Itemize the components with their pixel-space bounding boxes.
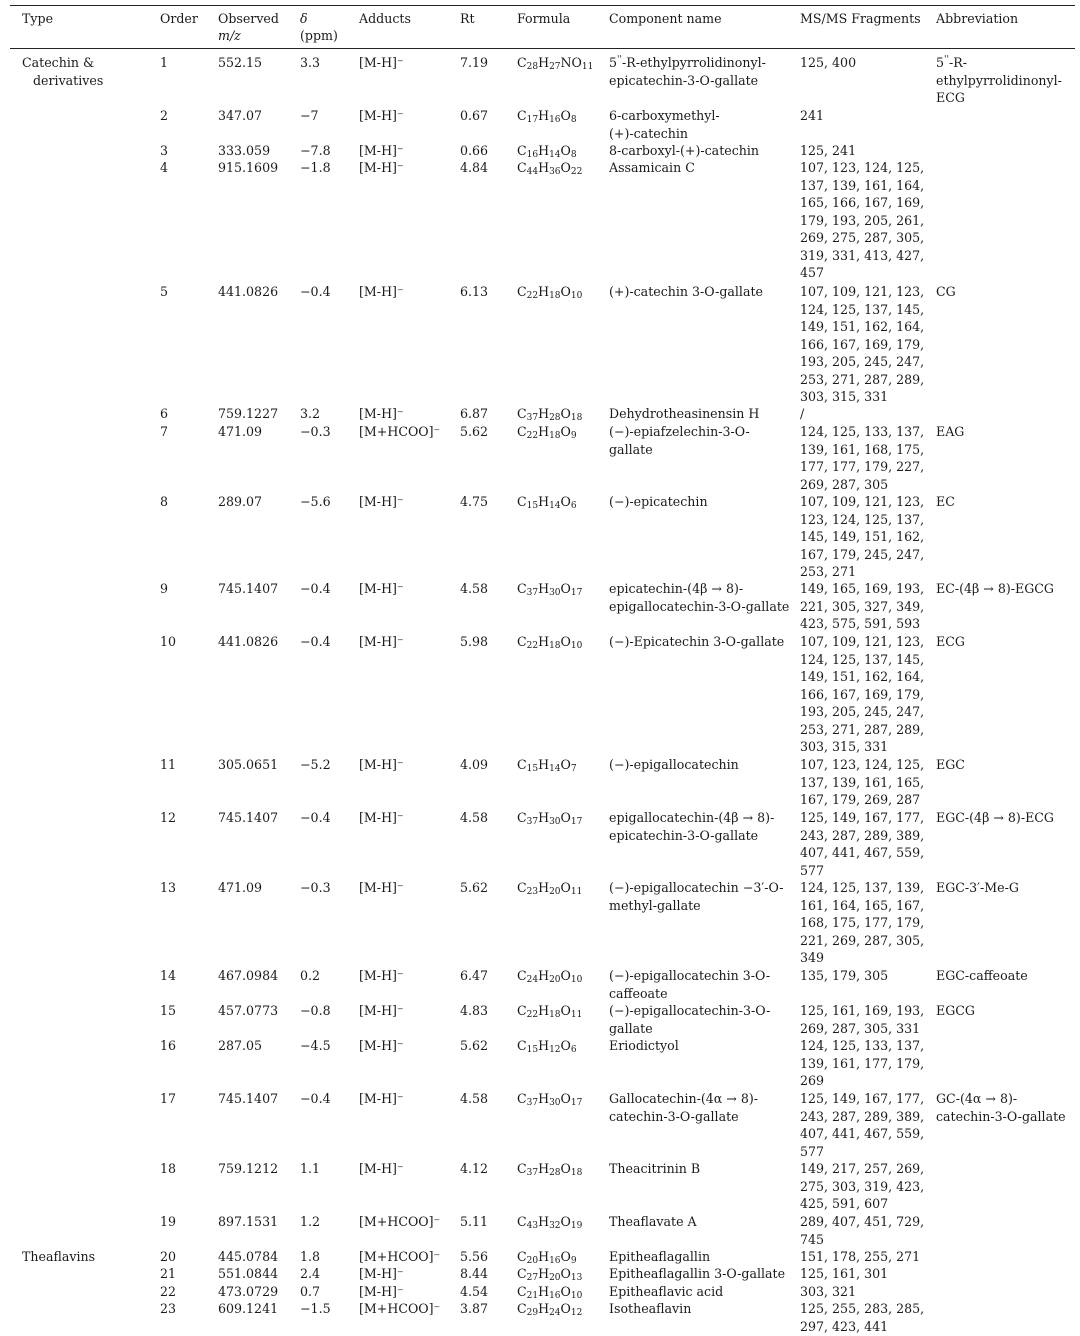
component-name-cell: Isotheaflavin [609, 1301, 692, 1316]
observed-mz-cell: 551.0844 [218, 1266, 279, 1281]
rt-cell: 4.75 [460, 494, 489, 509]
component-name-cell: epicatechin-(4β → 8)- [609, 581, 744, 596]
rt-cell: 4.58 [460, 1091, 489, 1106]
rt-cell: 6.87 [460, 406, 489, 421]
abbreviation-cell: ECG [936, 634, 965, 649]
formula-cell: $C_{28}H_{27}NO_{11}$ [517, 55, 594, 72]
formula-cell: $C_{37}H_{30}O_{17}$ [517, 810, 583, 827]
component-name-cell: Epitheaflagallin 3-O-gallate [609, 1266, 786, 1281]
ppm-cell: −0.4 [300, 1091, 331, 1106]
fragments-cell: 137, 139, 161, 164, [800, 177, 925, 193]
fragments-cell: 269, 275, 287, 305, [800, 230, 925, 245]
adduct-cell: [M-H]⁻ [359, 1003, 404, 1018]
fragments-cell: 137, 139, 161, 165, [800, 774, 925, 790]
ppm-cell: 3.2 [300, 406, 321, 421]
fragments-cell: 221, 269, 287, 305, [800, 932, 925, 948]
order-cell: 19 [160, 1214, 177, 1229]
abbreviation-cell: catechin-3-O-gallate [936, 1108, 1066, 1124]
component-name-cell: 5''-R-ethylpyrrolidinonyl- [609, 55, 766, 70]
rt-cell: 5.56 [460, 1249, 489, 1264]
table-header-rule [10, 48, 1075, 49]
rt-cell: 3.87 [460, 1301, 489, 1316]
fragments-cell: 303, 321 [800, 1284, 857, 1299]
formula-cell: $C_{37}H_{28}O_{18}$ [517, 1161, 583, 1178]
group-label: Theaflavins [22, 1249, 96, 1264]
fragments-cell: 297, 423, 441 [800, 1318, 889, 1334]
ppm-cell: −0.4 [300, 581, 331, 596]
adduct-cell: [M-H]⁻ [359, 1161, 404, 1176]
group-label: derivatives [33, 72, 104, 88]
fragments-cell: 241 [800, 108, 825, 123]
abbreviation-cell: EC-(4β → 8)-EGCG [936, 581, 1054, 596]
order-cell: 13 [160, 880, 177, 895]
observed-mz-cell: 457.0773 [218, 1003, 279, 1018]
fragments-cell: 243, 287, 289, 389, [800, 827, 925, 843]
ppm-cell: −1.5 [300, 1301, 331, 1316]
component-name-cell: epicatechin-3-O-gallate [609, 827, 759, 843]
fragments-cell: 425, 591, 607 [800, 1196, 889, 1211]
fragments-cell: 139, 161, 168, 175, [800, 441, 925, 457]
fragments-cell: 269 [800, 1073, 825, 1088]
header-formula: Formula [517, 11, 571, 26]
abbreviation-cell: EGC [936, 757, 965, 772]
header-rt: Rt [460, 11, 475, 26]
observed-mz-cell: 305.0651 [218, 757, 279, 772]
fragments-cell: 166, 167, 169, 179, [800, 686, 925, 702]
fragments-cell: 269, 287, 305, 331 [800, 1020, 921, 1036]
fragments-cell: 303, 315, 331 [800, 739, 889, 754]
order-cell: 1 [160, 55, 169, 70]
header-component: Component name [609, 11, 722, 26]
rt-cell: 4.54 [460, 1284, 489, 1299]
order-cell: 20 [160, 1249, 177, 1264]
rt-cell: 4.58 [460, 810, 489, 825]
ppm-cell: −0.8 [300, 1003, 331, 1018]
order-cell: 2 [160, 108, 169, 123]
formula-cell: $C_{37}H_{28}O_{18}$ [517, 406, 583, 423]
formula-cell: $C_{24}H_{20}O_{10}$ [517, 968, 583, 985]
observed-mz-cell: 473.0729 [218, 1284, 279, 1299]
order-cell: 4 [160, 160, 169, 175]
formula-cell: $C_{15}H_{14}O_6$ [517, 494, 577, 511]
fragments-cell: 139, 161, 177, 179, [800, 1055, 925, 1071]
observed-mz-cell: 445.0784 [218, 1249, 279, 1264]
ppm-cell: −0.3 [300, 424, 331, 439]
fragments-cell: 125, 255, 283, 285, [800, 1301, 925, 1316]
order-cell: 3 [160, 143, 169, 158]
adduct-cell: [M-H]⁻ [359, 968, 404, 983]
formula-cell: $C_{22}H_{18}O_9$ [517, 424, 577, 441]
component-name-cell: Assamicain C [609, 160, 695, 175]
ppm-cell: 0.2 [300, 968, 321, 983]
fragments-cell: 149, 151, 162, 164, [800, 319, 925, 334]
formula-cell: $C_{22}H_{18}O_{10}$ [517, 634, 583, 651]
ppm-cell: −0.4 [300, 284, 331, 299]
fragments-cell: 167, 179, 245, 247, [800, 546, 925, 562]
rt-cell: 4.58 [460, 581, 489, 596]
order-cell: 11 [160, 757, 177, 772]
ppm-cell: 0.7 [300, 1284, 321, 1299]
component-name-cell: Eriodictyol [609, 1038, 679, 1053]
observed-mz-cell: 287.05 [218, 1038, 263, 1053]
component-name-cell: 8-carboxyl-(+)-catechin [609, 143, 760, 158]
header-fragments: MS/MS Fragments [800, 11, 921, 26]
header-adducts: Adducts [359, 11, 411, 26]
adduct-cell: [M-H]⁻ [359, 160, 404, 175]
adduct-cell: [M-H]⁻ [359, 143, 404, 158]
abbreviation-cell: ethylpyrrolidinonyl- [936, 72, 1062, 88]
component-name-cell: Epitheaflagallin [609, 1249, 711, 1264]
abbreviation-cell: 5''-R- [936, 55, 967, 70]
adduct-cell: [M+HCOO]⁻ [359, 1214, 441, 1229]
component-name-cell: 6-carboxymethyl- [609, 108, 720, 123]
order-cell: 16 [160, 1038, 177, 1053]
observed-mz-cell: 759.1227 [218, 406, 279, 421]
ppm-cell: −1.8 [300, 160, 331, 175]
fragments-cell: 407, 441, 467, 559, [800, 1126, 925, 1141]
fragments-cell: 745 [800, 1231, 825, 1247]
header-order: Order [160, 11, 198, 26]
abbreviation-cell: ECG [936, 90, 965, 105]
adduct-cell: [M+HCOO]⁻ [359, 1301, 441, 1316]
fragments-cell: 221, 305, 327, 349, [800, 598, 925, 614]
observed-mz-cell: 759.1212 [218, 1161, 279, 1176]
fragments-cell: 107, 109, 121, 123, [800, 284, 925, 299]
ppm-cell: −4.5 [300, 1038, 331, 1053]
adduct-cell: [M+HCOO]⁻ [359, 1249, 441, 1264]
fragments-cell: 289, 407, 451, 729, [800, 1214, 925, 1229]
fragments-cell: 124, 125, 133, 137, [800, 424, 925, 439]
order-cell: 5 [160, 284, 169, 299]
adduct-cell: [M-H]⁻ [359, 757, 404, 772]
formula-cell: $C_{43}H_{32}O_{19}$ [517, 1214, 583, 1231]
rt-cell: 8.44 [460, 1266, 489, 1281]
fragments-cell: 107, 123, 124, 125, [800, 160, 925, 175]
fragments-cell: 123, 124, 125, 137, [800, 511, 925, 527]
fragments-cell: / [800, 406, 805, 421]
adduct-cell: [M-H]⁻ [359, 108, 404, 123]
fragments-cell: 149, 217, 257, 269, [800, 1161, 925, 1176]
ppm-cell: −5.6 [300, 494, 331, 509]
fragments-cell: 125, 161, 301 [800, 1266, 889, 1281]
fragments-cell: 107, 109, 121, 123, [800, 634, 925, 649]
fragments-cell: 135, 179, 305 [800, 968, 889, 983]
ppm-cell: −7 [300, 108, 319, 123]
rt-cell: 4.83 [460, 1003, 489, 1018]
rt-cell: 4.09 [460, 757, 489, 772]
fragments-cell: 269, 287, 305 [800, 476, 889, 492]
component-name-cell: (−)-epicatechin [609, 494, 708, 509]
adduct-cell: [M-H]⁻ [359, 634, 404, 649]
rt-cell: 5.11 [460, 1214, 489, 1229]
header-delta [300, 10, 308, 27]
fragments-cell: 145, 149, 151, 162, [800, 529, 925, 544]
adduct-cell: [M-H]⁻ [359, 1038, 404, 1053]
observed-mz-cell: 915.1609 [218, 160, 279, 175]
ppm-cell: 1.2 [300, 1214, 321, 1229]
observed-mz-cell: 745.1407 [218, 581, 279, 596]
header-type: Type [22, 11, 54, 26]
fragments-cell: 107, 123, 124, 125, [800, 757, 925, 772]
abbreviation-cell: EGC-(4β → 8)-ECG [936, 810, 1054, 825]
ppm-cell: −5.2 [300, 757, 331, 772]
ppm-cell: 1.1 [300, 1161, 321, 1176]
order-cell: 15 [160, 1003, 177, 1018]
fragments-cell: 125, 241 [800, 143, 857, 158]
fragments-cell: 125, 161, 169, 193, [800, 1003, 925, 1018]
observed-mz-cell: 745.1407 [218, 1091, 279, 1106]
component-name-cell: epicatechin-3-O-gallate [609, 72, 759, 88]
component-name-cell: Gallocatechin-(4α → 8)- [609, 1091, 759, 1106]
adduct-cell: [M-H]⁻ [359, 581, 404, 596]
observed-mz-cell: 609.1241 [218, 1301, 279, 1316]
ppm-cell: 1.8 [300, 1249, 321, 1264]
header-mz: m/z [218, 28, 241, 43]
fragments-cell: 303, 315, 331 [800, 389, 889, 404]
observed-mz-cell: 347.07 [218, 108, 263, 123]
observed-mz-cell: 552.15 [218, 55, 263, 70]
ppm-cell: −7.8 [300, 143, 331, 158]
component-name-cell: (−)-epigallocatechin −3′-O- [609, 880, 784, 895]
component-name-cell: gallate [609, 441, 653, 457]
fragments-cell: 243, 287, 289, 389, [800, 1108, 925, 1124]
observed-mz-cell: 441.0826 [218, 284, 279, 299]
header-ppm: (ppm) [300, 28, 338, 43]
adduct-cell: [M-H]⁻ [359, 1266, 404, 1281]
adduct-cell: [M-H]⁻ [359, 1284, 404, 1299]
rt-cell: 5.62 [460, 424, 489, 439]
component-name-cell: methyl-gallate [609, 897, 701, 913]
fragments-cell: 124, 125, 137, 139, [800, 880, 925, 895]
rt-cell: 0.66 [460, 143, 489, 158]
abbreviation-cell: EGCG [936, 1003, 975, 1018]
order-cell: 18 [160, 1161, 177, 1176]
abbreviation-cell: CG [936, 284, 956, 299]
abbreviation-cell: EC [936, 494, 955, 509]
ppm-cell: −0.4 [300, 634, 331, 649]
fragments-cell: 124, 125, 137, 145, [800, 301, 925, 317]
component-name-cell: (+)-catechin [609, 125, 689, 141]
rt-cell: 6.13 [460, 284, 489, 299]
fragments-cell: 407, 441, 467, 559, [800, 845, 925, 860]
formula-cell: $C_{37}H_{30}O_{17}$ [517, 581, 583, 598]
formula-cell: $C_{22}H_{18}O_{10}$ [517, 284, 583, 301]
component-name-cell: (−)-epigallocatechin 3-O- [609, 968, 771, 983]
component-name-cell: epigallocatechin-3-O-gallate [609, 598, 790, 614]
abbreviation-cell: EGC-3′-Me-G [936, 880, 1019, 895]
component-name-cell: (−)-epigallocatechin-3-O- [609, 1003, 771, 1018]
formula-cell: $C_{23}H_{20}O_{11}$ [517, 880, 583, 897]
component-name-cell: (−)-Epicatechin 3-O-gallate [609, 634, 785, 649]
fragments-cell: 124, 125, 137, 145, [800, 651, 925, 667]
rt-cell: 0.67 [460, 108, 489, 123]
order-cell: 12 [160, 810, 177, 825]
component-name-cell: (−)-epigallocatechin [609, 757, 739, 772]
adduct-cell: [M-H]⁻ [359, 55, 404, 70]
fragments-cell: 457 [800, 265, 825, 280]
fragments-cell: 161, 164, 165, 167, [800, 897, 925, 913]
formula-cell: $C_{16}H_{14}O_8$ [517, 143, 577, 160]
fragments-cell: 167, 179, 269, 287 [800, 792, 921, 807]
fragments-cell: 193, 205, 245, 247, [800, 704, 925, 719]
adduct-cell: [M-H]⁻ [359, 494, 404, 509]
fragments-cell: 149, 151, 162, 164, [800, 669, 925, 684]
formula-cell: $C_{29}H_{24}O_{12}$ [517, 1301, 583, 1318]
fragments-cell: 349 [800, 950, 825, 965]
adduct-cell: [M-H]⁻ [359, 1091, 404, 1106]
fragments-cell: 165, 166, 167, 169, [800, 195, 925, 210]
fragments-cell: 166, 167, 169, 179, [800, 336, 925, 352]
component-name-cell: caffeoate [609, 985, 668, 1001]
fragments-cell: 423, 575, 591, 593 [800, 616, 921, 631]
fragments-cell: 253, 271, 287, 289, [800, 721, 925, 737]
fragments-cell: 151, 178, 255, 271 [800, 1249, 921, 1264]
formula-cell: $C_{15}H_{12}O_6$ [517, 1038, 577, 1055]
order-cell: 23 [160, 1301, 177, 1316]
order-cell: 8 [160, 494, 169, 509]
fragments-cell: 253, 271 [800, 564, 857, 579]
observed-mz-cell: 333.059 [218, 143, 271, 158]
rt-cell: 7.19 [460, 55, 489, 70]
formula-cell: $C_{37}H_{30}O_{17}$ [517, 1091, 583, 1108]
order-cell: 7 [160, 424, 169, 439]
ppm-cell: 2.4 [300, 1266, 321, 1281]
formula-cell: $C_{20}H_{16}O_9$ [517, 1249, 577, 1266]
observed-mz-cell: 467.0984 [218, 968, 279, 983]
component-name-cell: epigallocatechin-(4β → 8)- [609, 810, 775, 825]
fragments-cell: 177, 177, 179, 227, [800, 459, 925, 474]
header-abbreviation: Abbreviation [936, 11, 1019, 26]
order-cell: 10 [160, 634, 177, 649]
fragments-cell: 125, 149, 167, 177, [800, 1091, 925, 1106]
adduct-cell: [M-H]⁻ [359, 880, 404, 895]
fragments-cell: 253, 271, 287, 289, [800, 371, 925, 387]
component-name-cell: Dehydrotheasinensin H [609, 406, 760, 421]
formula-cell: $C_{15}H_{14}O_7$ [517, 757, 577, 774]
abbreviation-cell: EAG [936, 424, 965, 439]
component-name-cell: Theaflavate A [609, 1214, 697, 1229]
fragments-cell: 125, 400 [800, 55, 857, 70]
observed-mz-cell: 745.1407 [218, 810, 279, 825]
abbreviation-cell: GC-(4α → 8)- [936, 1091, 1018, 1106]
rt-cell: 5.62 [460, 880, 489, 895]
adduct-cell: [M+HCOO]⁻ [359, 424, 441, 439]
observed-mz-cell: 441.0826 [218, 634, 279, 649]
ppm-cell: 3.3 [300, 55, 321, 70]
fragments-cell: 193, 205, 245, 247, [800, 354, 925, 369]
fragments-cell: 275, 303, 319, 423, [800, 1178, 925, 1194]
fragments-cell: 577 [800, 862, 825, 878]
observed-mz-cell: 289.07 [218, 494, 263, 509]
order-cell: 9 [160, 581, 169, 596]
fragments-cell: 179, 193, 205, 261, [800, 212, 925, 228]
order-cell: 6 [160, 406, 169, 421]
formula-cell: $C_{44}H_{36}O_{22}$ [517, 160, 583, 177]
header-observed-unit [218, 27, 241, 44]
formula-cell: $C_{21}H_{16}O_{10}$ [517, 1284, 583, 1301]
component-name-cell: (+)-catechin 3-O-gallate [609, 284, 763, 299]
order-cell: 14 [160, 968, 177, 983]
header-observed: Observed [218, 11, 279, 26]
order-cell: 17 [160, 1091, 177, 1106]
rt-cell: 4.12 [460, 1161, 489, 1176]
rt-cell: 4.84 [460, 160, 489, 175]
adduct-cell: [M-H]⁻ [359, 284, 404, 299]
fragments-cell: 319, 331, 413, 427, [800, 247, 925, 263]
ppm-cell: −0.4 [300, 810, 331, 825]
table-top-rule [10, 5, 1075, 6]
fragments-cell: 125, 149, 167, 177, [800, 810, 925, 825]
fragments-cell: 149, 165, 169, 193, [800, 581, 925, 596]
fragments-cell: 577 [800, 1143, 825, 1159]
adduct-cell: [M-H]⁻ [359, 810, 404, 825]
observed-mz-cell: 471.09 [218, 880, 263, 895]
order-cell: 22 [160, 1284, 177, 1299]
component-name-cell: Theacitrinin B [609, 1161, 701, 1176]
group-label: Catechin & [22, 55, 95, 70]
rt-cell: 5.98 [460, 634, 489, 649]
fragments-cell: 107, 109, 121, 123, [800, 494, 925, 509]
order-cell: 21 [160, 1266, 177, 1281]
formula-cell: $C_{22}H_{18}O_{11}$ [517, 1003, 583, 1020]
component-name-cell: (−)-epiafzelechin-3-O- [609, 424, 750, 439]
rt-cell: 5.62 [460, 1038, 489, 1053]
component-name-cell: catechin-3-O-gallate [609, 1108, 739, 1124]
observed-mz-cell: 897.1531 [218, 1214, 279, 1229]
observed-mz-cell: 471.09 [218, 424, 263, 439]
fragments-cell: 124, 125, 133, 137, [800, 1038, 925, 1053]
fragments-cell: 168, 175, 177, 179, [800, 915, 925, 930]
adduct-cell: [M-H]⁻ [359, 406, 404, 421]
formula-cell: $C_{17}H_{16}O_8$ [517, 108, 577, 125]
abbreviation-cell: EGC-caffeoate [936, 968, 1028, 983]
ppm-cell: −0.3 [300, 880, 331, 895]
formula-cell: $C_{27}H_{20}O_{13}$ [517, 1266, 583, 1283]
component-name-cell: gallate [609, 1020, 653, 1036]
component-name-cell: Epitheaflavic acid [609, 1284, 724, 1299]
header-delta-symbol: δ [300, 11, 308, 26]
rt-cell: 6.47 [460, 968, 489, 983]
